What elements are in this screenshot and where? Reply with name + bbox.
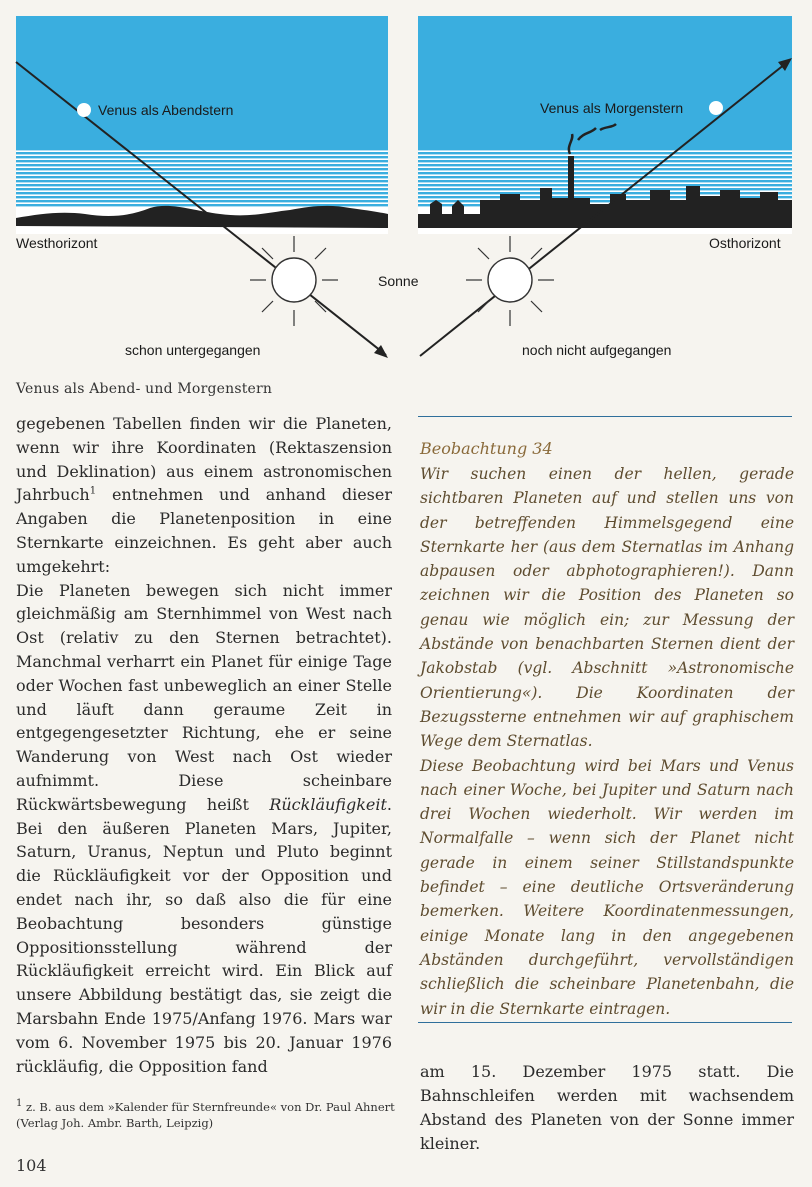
paragraph-2-text: Die Planeten bewegen sich nicht immer gleichmäßig am Sternhimmel von West nach Ost (relativ zu den Sternen betrachtet). Manchmal verharrt ein Planet für einige Tage oder Wochen fast unbeweglich an einer Stelle und läuft dann geraume Zeit in entgegengesetzter Richtung, ehe er seine Wanderung von West nach Ost wieder aufnimmt. Diese scheinbare Rückwärtsbewegung heißt (16, 580, 392, 814)
label-venus-evening: Venus als Abendstern (98, 102, 234, 118)
left-haze (16, 148, 388, 208)
footnote-text: z. B. aus dem »Kalender für Sternfreunde« von Dr. Paul Ahnert (Verlag Joh. Ambr. Barth, Leipzig) (16, 1100, 395, 1130)
observation-box (420, 438, 794, 1021)
footnote-number: 1 (16, 1098, 23, 1110)
observation-rule-top (418, 416, 792, 417)
observation-paragraph-2: Diese Beobachtung wird bei Mars und Venus nach einer Woche, bei Jupiter und Saturn nach drei Wochen wiederholt. Wir werden im Normalfalle – wenn sich der Planet nicht gerade in einem seiner Stillstandspunkte befindet – eine deutliche Ortsveränderung bemerken. Weitere Koordinatenmessungen, einige Monate lang in den angegebenen Abständen durchgeführt, vervollständigen schließlich die scheinbare Planetenbahn, die wir in die Sternkarte eintragen. (420, 756, 794, 1018)
figure-caption: Venus als Abend- und Morgenstern (16, 381, 273, 397)
paragraph-1 (16, 412, 392, 579)
paragraph-1-text: gegebenen Tabellen finden wir die Planeten, wenn wir ihre Koordinaten (Rektaszension und Deklination) aus einem astronomischen Jahrbuch (16, 414, 392, 505)
paragraph-1-text-end: entnehmen und anhand dieser Angaben die Planetenposition in eine Sternkarte einzeichnen. Es geht aber auch umgekehrt: (16, 485, 392, 576)
observation-body (420, 462, 794, 1021)
label-east-horizon: Osthorizont (709, 235, 781, 251)
left-column (16, 412, 392, 1078)
venus-evening-dot (77, 103, 91, 117)
label-already-set: schon untergegangen (125, 342, 261, 358)
label-sun: Sonne (378, 273, 419, 289)
venus-diagram-svg (0, 0, 812, 375)
footnote-mark: 1 (89, 486, 97, 498)
right-panel (418, 16, 792, 356)
left-sky (16, 16, 388, 148)
venus-diagram (0, 0, 812, 375)
paragraph-2 (16, 579, 392, 1079)
label-not-yet-risen: noch nicht aufgegangen (522, 342, 672, 358)
observation-title: Beobachtung 34 (420, 439, 553, 458)
observation-rule-bottom (418, 1022, 792, 1023)
observation-paragraph-1: Wir suchen einen der hellen, gerade sichtbaren Planeten auf und stellen uns von der betreffenden Himmelsgegend eine Sternkarte her (aus dem Sternatlas im Anhang abpausen oder abphotographieren!). Dann zeichnen wir die Position des Planeten so genau wie möglich ein; zur Messung der Abstände von benachbarten Sternen dient der Jakobstab (vgl. Abschnitt »Astronomische Orientierung«). Die Koordinaten der Bezugssterne entnehmen wir auf graphischem Wege dem Sternatlas. (420, 465, 794, 751)
left-panel (16, 16, 388, 358)
label-venus-morning: Venus als Morgenstern (540, 100, 684, 116)
sun-left (250, 236, 338, 326)
label-west-horizon: Westhorizont (16, 235, 98, 251)
term-rueckläufigkeit: Rückläufigkeit (269, 794, 387, 814)
sun-right (466, 236, 554, 326)
footnote (16, 1099, 396, 1131)
right-column-text: am 15. Dezember 1975 statt. Die Bahnschleifen werden mit wachsendem Abstand des Planeten von der Sonne immer kleiner. (420, 1062, 794, 1153)
paragraph-2-text-end: . Bei den äußeren Planeten Mars, Jupiter, Saturn, Uranus, Neptun und Pluto beginnt die Rückläufigkeit vor der Opposition und endet nach ihr, so daß also die für eine Beobachtung besonders günstige Oppositionsstellung während der Rückläufigkeit erreicht wird. Ein Blick auf unsere Abbildung bestätigt das, sie zeigt die Marsbahn Ende 1975/Anfang 1976. Mars war vom 6. November 1975 bis 20. Januar 1976 rückläufig, die Opposition fand (16, 794, 392, 1076)
venus-morning-dot (709, 101, 723, 115)
page-number: 104 (16, 1156, 47, 1175)
